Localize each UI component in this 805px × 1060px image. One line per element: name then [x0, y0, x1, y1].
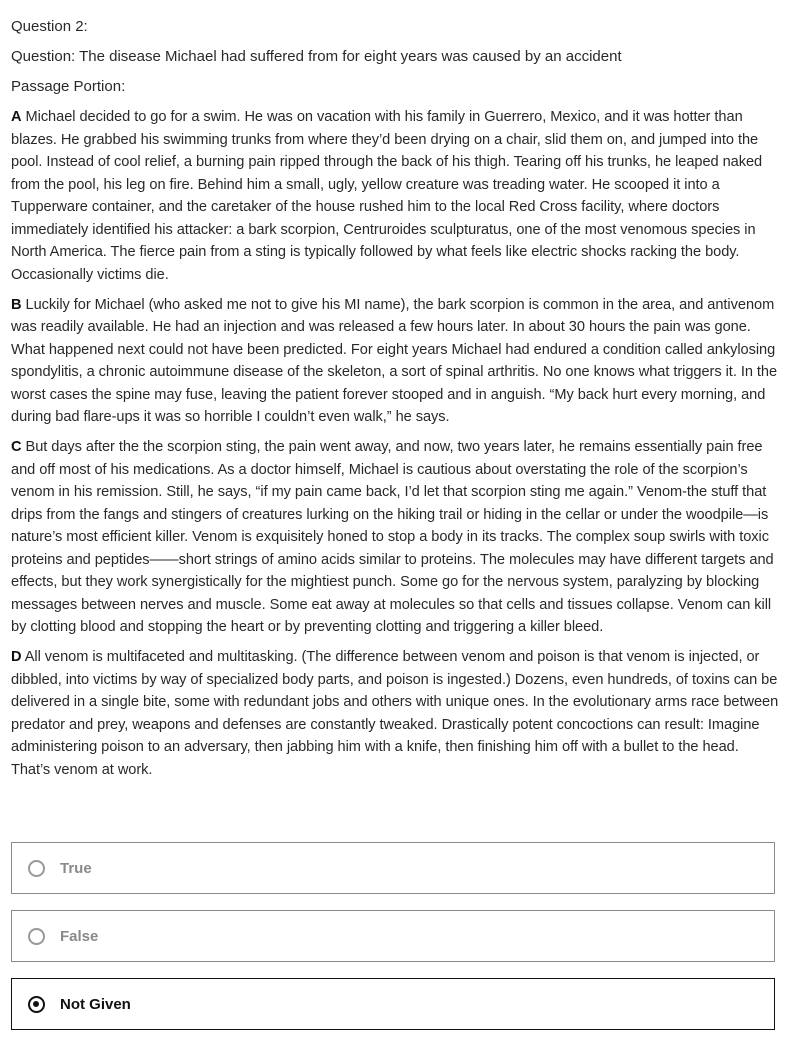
passage [11, 106, 779, 781]
option-not-given[interactable] [11, 978, 775, 1030]
passage-paragraph-a [11, 106, 779, 286]
paragraph-text: But days after the the scorpion sting, the pain went away, and now, two years later, he remains essentially pain free and off most of his medications. As a doctor himself, Michael is cautious about overstating the role of the scorpion’s venom in his remission. Still, he says, “if my pain came back, I’d let that scorpion sting me again.” Venom-the stuff that drips from the fangs and stingers of creatures lurking on the hiking trail or hiding in the cellar or under the woodpile—is nature’s most efficient killer. Venom is exquisitely honed to stop a body in its tracks. The complex soup swirls with toxic proteins and peptides——short strings of amino acids similar to proteins. The molecules may have different targets and effects, but they work synergistically for the mightiest punch. Some go for the nervous system, paralyzing by blocking messages between nerves and muscle. Some eat away at molecules so that cells and tissues collapse. Venom can kill by clotting blood and stopping the heart or by preventing clotting and triggering a killer bleed. [11, 439, 774, 635]
paragraph-text: Michael decided to go for a swim. He was on vacation with his family in Guerrero, Mexico, and it was hotter than blazes. He grabbed his swimming trunks from where they’d been drying on a chair, slid them on, and jumped into the pool. Instead of cool relief, a burning pain ripped through the back of his thigh. Tearing off his trunks, he leaped naked from the pool, his leg on fire. Behind him a small, ugly, yellow creature was treading water. He scooped it into a Tupperware container, and the caretaker of the house rushed him to the local Red Cross facility, where doctors immediately identified his attacker: a bark scorpion, Centruroides sculpturatus, one of the most venomous species in North America. The fierce pain from a sting is typically followed by what feels like electric shocks racking the body. Occasionally victims die. [11, 109, 763, 283]
option-label: Not Given [60, 995, 131, 1013]
question-content [11, 16, 779, 789]
option-label: True [60, 859, 92, 877]
option-label: False [60, 927, 99, 945]
question-text: Question: The disease Michael had suffered from for eight years was caused by an accident [11, 48, 622, 65]
paragraph-letter: A [11, 109, 22, 125]
paragraph-text: Luckily for Michael (who asked me not to give his MI name), the bark scorpion is common in the area, and antivenom was readily available. He had an injection and was released a few hours later. In about 30 hours the pain was gone. What happened next could not have been predicted. For eight years Michael had endured a condition called ankylosing spondylitis, a chronic autoimmune disease of the skeleton, a sort of spinal arthritis. No one knows what triggers it. In the worst cases the spine may fuse, leaving the patient forever stooped and in anguish. “My back hurt every morning, and during bad flare-ups it was so horrible I couldn’t even walk,” he says. [11, 296, 778, 425]
passage-paragraph-b [11, 294, 779, 429]
paragraph-letter: B [11, 296, 22, 313]
radio-checked-icon[interactable] [28, 996, 45, 1013]
paragraph-text: All venom is multifaceted and multitasking. (The difference between venom and poison is that venom is injected, or dibbled, into victims by way of specialized body parts, and poison is ingested.) Dozens, even hundreds, of toxins can be delivered in a single bite, some with redundant jobs and others with unique ones. In the evolutionary arms race between predator and prey, weapons and defenses are constantly tweaked. Drastically potent concoctions can result: Imagine administering poison to an adversary, then jabbing him with a knife, then finishing him off with a bullet to the head. That’s venom at work. [11, 649, 779, 778]
passage-label: Passage Portion: [11, 78, 126, 95]
radio-unchecked-icon[interactable] [28, 860, 45, 877]
question-number: Question 2: [11, 18, 88, 35]
passage-paragraph-d [11, 646, 779, 781]
paragraph-letter: D [11, 649, 22, 665]
option-false[interactable] [11, 910, 775, 962]
radio-unchecked-icon[interactable] [28, 928, 45, 945]
passage-paragraph-c [11, 436, 779, 639]
paragraph-letter: C [11, 439, 22, 455]
option-true[interactable] [11, 842, 775, 894]
